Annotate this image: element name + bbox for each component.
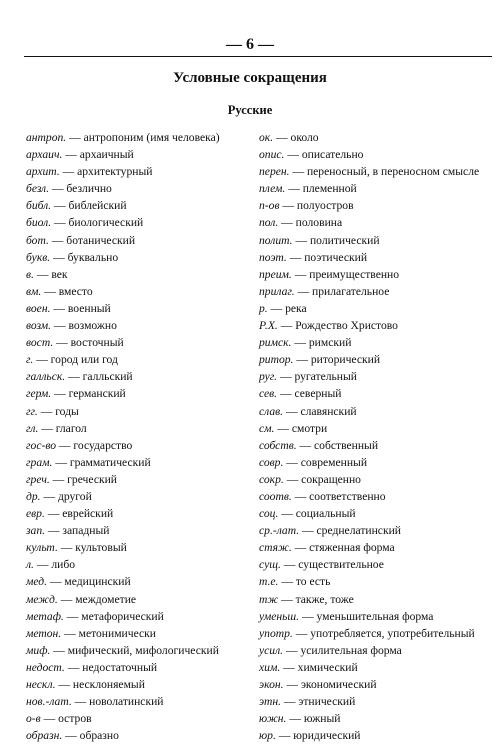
abbreviation-term: гг. xyxy=(26,404,38,418)
abbreviation-term: биол. xyxy=(26,216,52,230)
abbreviation-term: экон. xyxy=(259,678,284,691)
page-number: — 6 — xyxy=(226,36,274,53)
abbreviation-entry xyxy=(26,471,248,488)
abbreviation-definition: — греческий xyxy=(52,472,118,486)
abbreviation-entry xyxy=(26,368,248,385)
abbreviation-entry xyxy=(259,368,489,385)
abbreviation-definition: — также, тоже xyxy=(281,592,354,606)
abbreviation-entry xyxy=(259,539,489,556)
abbreviation-entry xyxy=(26,232,248,249)
abbreviation-entry xyxy=(259,437,489,454)
abbreviation-term: г. xyxy=(26,353,34,367)
abbreviation-entry xyxy=(259,334,489,351)
right-abbreviation-column xyxy=(259,129,489,744)
abbreviation-term: ритор. xyxy=(259,353,294,367)
abbreviation-definition: — то есть xyxy=(281,575,331,589)
abbreviation-definition: — медицинский xyxy=(49,575,131,589)
abbreviation-entry xyxy=(259,129,489,146)
abbreviation-term: библ. xyxy=(26,199,52,213)
abbreviation-term: полит. xyxy=(259,233,293,247)
abbreviation-term: собств. xyxy=(259,438,297,452)
abbreviation-term: бот. xyxy=(26,233,49,247)
abbreviation-term: стяж. xyxy=(259,541,292,555)
abbreviation-definition: — переносный, в переносном смысле xyxy=(292,165,480,179)
abbreviation-definition: — галльский xyxy=(68,370,133,384)
abbreviation-entry xyxy=(259,180,489,197)
abbreviation-definition: — образно xyxy=(65,729,119,743)
abbreviation-definition: — возможно xyxy=(53,319,117,333)
abbreviation-definition: — архитектурный xyxy=(62,165,153,179)
abbreviation-entry xyxy=(259,488,489,505)
abbreviation-definition: — экономический xyxy=(286,678,377,691)
abbreviation-entry xyxy=(26,642,248,659)
abbreviation-entry xyxy=(259,522,489,539)
abbreviation-term: нов.-лат. xyxy=(26,695,72,709)
abbreviation-definition: — либо xyxy=(36,558,76,572)
abbreviation-entry xyxy=(259,642,489,659)
abbreviation-definition: — племенной xyxy=(288,182,357,196)
abbreviation-definition: — около xyxy=(276,131,319,144)
abbreviation-entry xyxy=(26,505,248,522)
abbreviation-entry xyxy=(259,266,489,283)
abbreviation-entry xyxy=(259,420,489,437)
abbreviation-definition: — риторический xyxy=(296,353,381,367)
abbreviation-definition: — междометие xyxy=(60,592,137,606)
abbreviation-term: южн. xyxy=(259,712,287,726)
abbreviation-definition: — соответственно xyxy=(294,489,386,503)
abbreviation-term: юр. xyxy=(259,729,276,743)
abbreviation-definition: — биологический xyxy=(54,216,144,230)
abbreviation-definition: — уменьшительная форма xyxy=(302,609,434,623)
abbreviation-term: герм. xyxy=(26,387,52,401)
abbreviation-definition: — буквально xyxy=(53,250,119,264)
abbreviation-definition: — новолатинский xyxy=(74,695,164,709)
abbreviation-definition: — римский xyxy=(294,336,352,350)
abbreviation-entry xyxy=(26,180,248,197)
abbreviation-definition: — город или год xyxy=(36,353,118,367)
abbreviation-term: хим. xyxy=(259,660,281,674)
abbreviation-entry xyxy=(259,214,489,231)
abbreviation-definition: — смотри xyxy=(277,421,328,435)
abbreviation-definition: — еврейский xyxy=(47,507,114,521)
abbreviation-term: зап. xyxy=(26,524,46,538)
left-abbreviation-column xyxy=(26,129,248,744)
abbreviation-term: букв. xyxy=(26,250,51,264)
abbreviation-term: воен. xyxy=(26,301,51,315)
abbreviation-term: культ. xyxy=(26,541,58,555)
abbreviation-term: прилаг. xyxy=(259,284,295,298)
abbreviation-entry xyxy=(26,317,248,334)
abbreviation-term: метаф. xyxy=(26,609,64,623)
abbreviation-entry xyxy=(26,556,248,573)
abbreviation-entry xyxy=(259,659,489,676)
abbreviation-definition: — социальный xyxy=(281,507,356,521)
abbreviation-entry xyxy=(259,283,489,300)
abbreviation-definition: — Рождество Христово xyxy=(280,319,398,333)
abbreviation-entry xyxy=(259,710,489,727)
abbreviation-entry xyxy=(259,693,489,710)
abbreviation-term: греч. xyxy=(26,472,50,486)
abbreviation-term: сущ. xyxy=(259,558,281,572)
abbreviation-entry xyxy=(259,317,489,334)
abbreviation-definition: — другой xyxy=(43,489,92,503)
abbreviation-term: соотв. xyxy=(259,489,292,503)
abbreviation-entry xyxy=(26,197,248,214)
abbreviation-definition: — вместо xyxy=(44,284,93,298)
abbreviation-term: мед. xyxy=(26,575,48,589)
abbreviation-term: л. xyxy=(26,558,34,572)
abbreviation-entry xyxy=(26,214,248,231)
abbreviation-entry xyxy=(259,403,489,420)
abbreviation-term: усил. xyxy=(259,643,284,657)
abbreviation-term: перен. xyxy=(259,165,290,179)
abbreviation-term: Р.Х. xyxy=(259,319,278,333)
abbreviation-definition: — антропоним (имя человека) xyxy=(69,131,220,144)
abbreviation-term: вм. xyxy=(26,284,42,298)
abbreviation-definition: — годы xyxy=(40,404,79,418)
abbreviation-definition: — военный xyxy=(53,301,111,315)
abbreviation-term: употр. xyxy=(259,626,293,640)
abbreviation-definition: — стяженная форма xyxy=(294,541,395,555)
abbreviation-definition: — поэтический xyxy=(289,250,368,264)
abbreviation-entry xyxy=(259,197,489,214)
abbreviation-term: грам. xyxy=(26,455,53,469)
abbreviation-term: сокр. xyxy=(259,472,284,486)
abbreviation-entry xyxy=(259,505,489,522)
abbreviation-entry xyxy=(259,163,489,180)
abbreviation-term: римск. xyxy=(259,336,292,350)
abbreviation-term: нескл. xyxy=(26,678,56,691)
abbreviation-term: этн. xyxy=(259,695,281,709)
abbreviation-entry xyxy=(259,232,489,249)
abbreviation-term: ок. xyxy=(259,131,274,144)
abbreviation-term: в. xyxy=(26,267,34,281)
abbreviation-entry xyxy=(26,454,248,471)
abbreviation-definition: — недостаточный xyxy=(67,660,158,674)
abbreviation-definition: — собственный xyxy=(299,438,379,452)
page-title: Условные сокращения xyxy=(173,70,327,86)
abbreviation-definition: — половина xyxy=(281,216,343,230)
abbreviation-entry xyxy=(26,283,248,300)
abbreviation-definition: — употребляется, употребительный xyxy=(295,626,475,640)
abbreviation-entry xyxy=(26,129,248,146)
abbreviation-definition: — южный xyxy=(289,712,341,726)
abbreviation-entry xyxy=(26,625,248,642)
abbreviation-term: др. xyxy=(26,489,41,503)
abbreviation-definition: — этнический xyxy=(283,695,356,709)
abbreviation-entry xyxy=(259,556,489,573)
abbreviation-term: уменьш. xyxy=(259,609,300,623)
abbreviation-definition: — библейский xyxy=(54,199,127,213)
abbreviation-entry xyxy=(259,454,489,471)
abbreviation-entry xyxy=(26,146,248,163)
abbreviation-term: евр. xyxy=(26,507,45,521)
abbreviation-entry xyxy=(259,727,489,744)
abbreviation-entry xyxy=(26,351,248,368)
abbreviation-term: образн. xyxy=(26,729,63,743)
abbreviation-definition: — остров xyxy=(43,712,92,726)
abbreviation-term: руг. xyxy=(259,370,278,384)
abbreviation-entry xyxy=(259,676,489,693)
abbreviation-term: опис. xyxy=(259,148,285,162)
abbreviation-term: недост. xyxy=(26,660,65,674)
abbreviation-term: антроп. xyxy=(26,131,67,144)
abbreviation-entry xyxy=(26,403,248,420)
abbreviation-definition: — ругательный xyxy=(279,370,357,384)
abbreviation-entry xyxy=(26,727,248,744)
abbreviation-term: безл. xyxy=(26,182,50,196)
abbreviation-definition: — ботанический xyxy=(51,233,136,247)
abbreviation-term: межд. xyxy=(26,592,58,606)
abbreviation-term: архит. xyxy=(26,165,60,179)
abbreviation-term: совр. xyxy=(259,455,284,469)
abbreviation-term: о-в xyxy=(26,712,41,726)
abbreviation-entry xyxy=(26,676,248,693)
abbreviation-entry xyxy=(26,573,248,590)
abbreviation-definition: — славянский xyxy=(285,404,357,418)
abbreviation-definition: — метафорический xyxy=(66,609,164,623)
abbreviation-entry xyxy=(26,300,248,317)
abbreviation-term: архаич. xyxy=(26,148,63,162)
abbreviation-term: поэт. xyxy=(259,250,287,264)
abbreviation-definition: — век xyxy=(36,267,68,281)
abbreviation-definition: — государство xyxy=(58,438,133,452)
abbreviation-term: плем. xyxy=(259,182,286,196)
abbreviation-entry xyxy=(26,608,248,625)
abbreviation-definition: — северный xyxy=(279,387,342,401)
abbreviation-definition: — германский xyxy=(54,387,126,401)
abbreviation-entry xyxy=(26,163,248,180)
abbreviation-definition: — грамматический xyxy=(55,455,151,469)
abbreviation-entry xyxy=(26,522,248,539)
abbreviation-term: т.е. xyxy=(259,575,279,589)
abbreviation-definition: — преимущественно xyxy=(294,267,400,281)
abbreviation-term: п-ов xyxy=(259,199,280,213)
abbreviation-definition: — метонимически xyxy=(64,626,157,640)
abbreviation-term: тж xyxy=(259,592,279,606)
abbreviation-term: галльск. xyxy=(26,370,66,384)
abbreviation-definition: — сокращенно xyxy=(286,472,361,486)
abbreviation-definition: — существительное xyxy=(283,558,384,572)
abbreviation-definition: — западный xyxy=(47,524,110,538)
abbreviation-definition: — усилительная форма xyxy=(285,643,402,657)
abbreviation-definition: — глагол xyxy=(41,421,87,435)
abbreviation-entry xyxy=(259,471,489,488)
abbreviation-entry xyxy=(259,249,489,266)
abbreviation-term: сев. xyxy=(259,387,278,401)
abbreviation-entry xyxy=(259,351,489,368)
abbreviation-entry xyxy=(26,437,248,454)
abbreviation-term: возм. xyxy=(26,319,52,333)
abbreviation-entry xyxy=(26,693,248,710)
abbreviation-entry xyxy=(26,591,248,608)
abbreviation-definition: — среднелатинский xyxy=(302,524,401,538)
abbreviation-entry xyxy=(26,420,248,437)
abbreviation-definition: — несклоняемый xyxy=(58,678,145,691)
abbreviation-entry xyxy=(26,488,248,505)
abbreviation-entry xyxy=(259,591,489,608)
abbreviation-term: преим. xyxy=(259,267,292,281)
abbreviation-term: соц. xyxy=(259,507,279,521)
abbreviation-definition: — безлично xyxy=(51,182,112,196)
abbreviation-term: гл. xyxy=(26,421,39,435)
abbreviation-entry xyxy=(26,249,248,266)
abbreviation-entry xyxy=(26,334,248,351)
abbreviation-entry xyxy=(26,385,248,402)
abbreviation-entry xyxy=(259,625,489,642)
abbreviation-term: вост. xyxy=(26,336,54,350)
abbreviation-definition: — описательно xyxy=(287,148,364,162)
abbreviation-term: ср.-лат. xyxy=(259,524,300,538)
abbreviation-term: гос-во xyxy=(26,438,57,452)
header-rule xyxy=(24,56,492,57)
abbreviation-entry xyxy=(259,573,489,590)
abbreviation-entry xyxy=(259,385,489,402)
abbreviation-entry xyxy=(26,659,248,676)
abbreviation-term: р. xyxy=(259,301,268,315)
abbreviation-entry xyxy=(26,266,248,283)
abbreviation-definition: — архаичный xyxy=(65,148,134,162)
section-subtitle: Русские xyxy=(227,103,273,117)
abbreviation-term: метон. xyxy=(26,626,62,640)
abbreviation-definition: — река xyxy=(270,301,307,315)
abbreviation-entry xyxy=(26,539,248,556)
abbreviation-definition: — политический xyxy=(295,233,380,247)
abbreviation-term: пол. xyxy=(259,216,279,230)
abbreviation-definition: — культовый xyxy=(60,541,127,555)
abbreviation-definition: — мифический, мифологический xyxy=(53,643,219,657)
abbreviation-definition: — современный xyxy=(286,455,368,469)
abbreviation-definition: — восточный xyxy=(56,336,124,350)
abbreviation-entry xyxy=(26,710,248,727)
abbreviation-definition: — юридический xyxy=(278,729,361,743)
abbreviation-definition: — химический xyxy=(283,660,358,674)
abbreviation-entry xyxy=(259,300,489,317)
abbreviation-term: миф. xyxy=(26,643,51,657)
abbreviation-entry xyxy=(259,146,489,163)
abbreviation-definition: — полуостров xyxy=(282,199,354,213)
abbreviation-term: см. xyxy=(259,421,275,435)
abbreviation-definition: — прилагательное xyxy=(297,284,390,298)
abbreviation-term: слав. xyxy=(259,404,284,418)
abbreviation-entry xyxy=(259,608,489,625)
